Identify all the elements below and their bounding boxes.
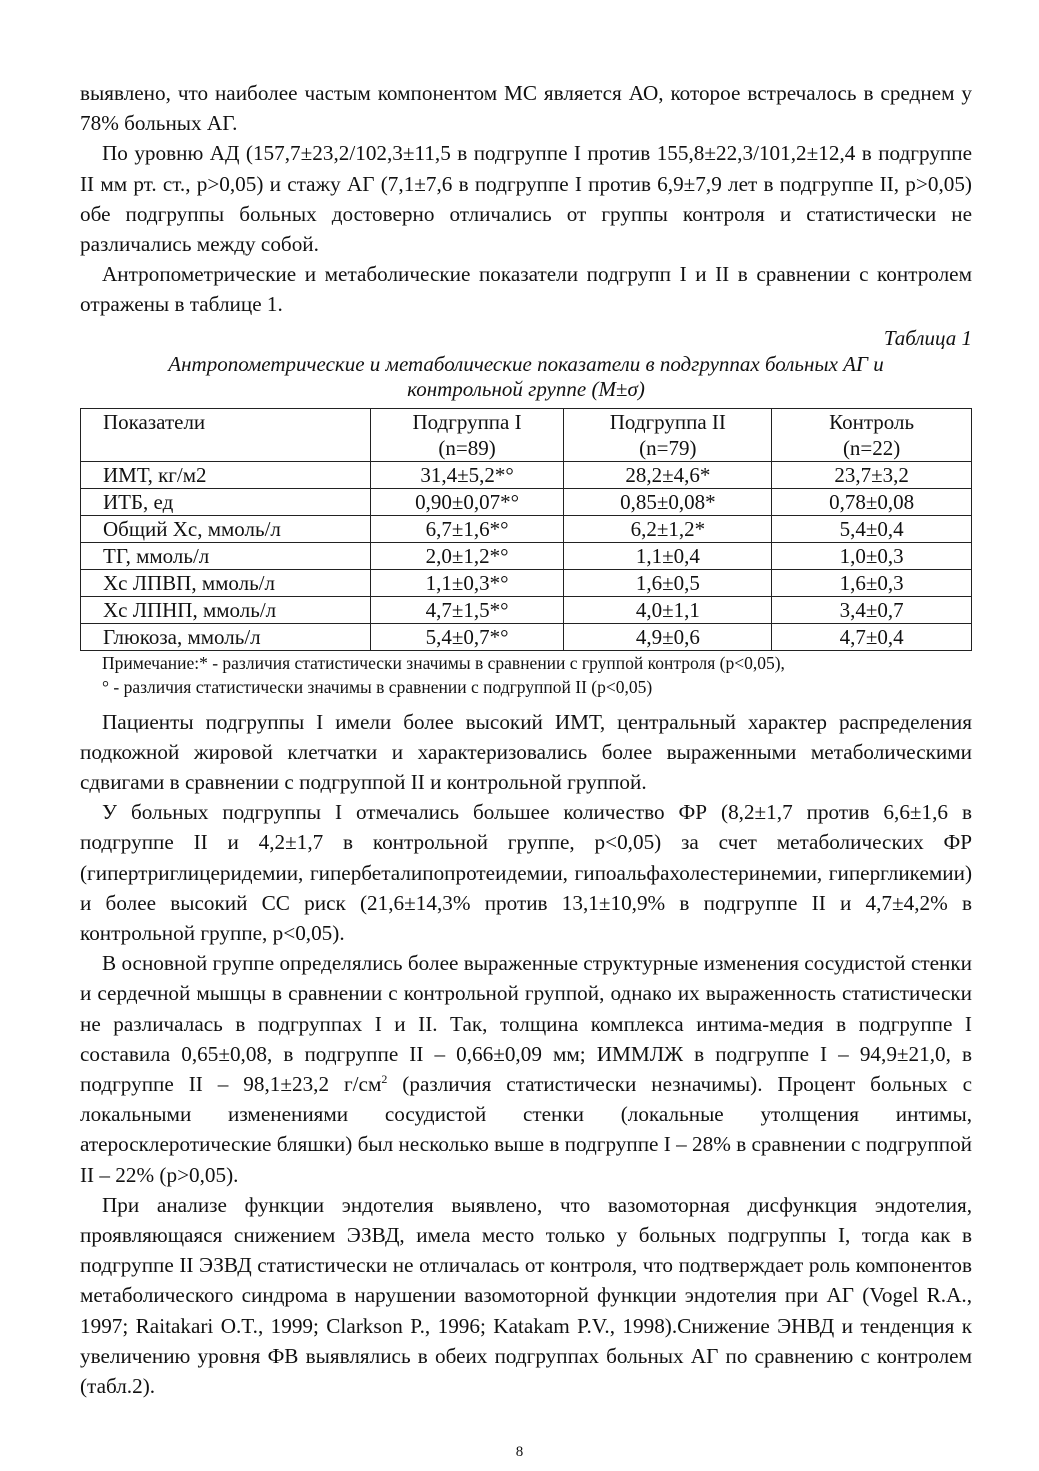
row-value: 6,7±1,6*° bbox=[370, 515, 564, 542]
row-label: Общий Хс, ммоль/л bbox=[81, 515, 371, 542]
header-subgroup-1: Подгруппа I (n=89) bbox=[370, 408, 564, 461]
row-label: Глюкоза, ммоль/л bbox=[81, 623, 371, 650]
row-value: 4,7±1,5*° bbox=[370, 596, 564, 623]
table-row bbox=[81, 569, 972, 596]
superscript: 2 bbox=[381, 1072, 388, 1086]
row-value: 5,4±0,4 bbox=[772, 515, 972, 542]
paragraph-risk-factors: У больных подгруппы I отмечались большее количество ФР (8,2±1,7 против 6,6±1,6 в подгруппе II и 4,2±1,7 в контрольной группе, p<0,05) за счет метаболических ФР (гипертриглицеридемии, гипербеталипопротеидемии, гипоальфахолестеринемии, гипергликемии) и более высокий СС риск (21,6±14,3% против 13,1±10,9% в подгруппе II и 4,7±4,2% в контрольной группе, p<0,05). bbox=[80, 800, 972, 946]
row-label: ТГ, ммоль/л bbox=[81, 542, 371, 569]
row-label: ИМТ, кг/м2 bbox=[81, 461, 371, 488]
table-note-1: Примечание:* - различия статистически значимы в сравнении с группой контроля (p<0,05), bbox=[102, 652, 785, 673]
row-value: 3,4±0,7 bbox=[772, 596, 972, 623]
table-row bbox=[81, 623, 972, 650]
structural-text-2: (различия статистически незначимы). Процент больных с локальными изменениями сосудистой стенки (локальные утолщения интимы, атеросклеротические бляшки) был несколько выше в подгруппе I – 28% в сравнении с подгруппой II – 22% (p>0,05). bbox=[80, 1072, 972, 1187]
paragraph-endothelium: При анализе функции эндотелия выявлено, что вазомоторная дисфункция эндотелия, проявляющаяся снижением ЭЗВД, имела место только у больных подгруппы I, тогда как в подгруппе II ЭЗВД статистически не отличалась от контроля, что подтверждает роль компонентов метаболического синдрома в нарушении вазомоторной функции эндотелия при АГ (Vogel R.A., 1997; Raitakari O.T., 1999; Clarkson P., 1996; Katakam P.V., 1998).Снижение ЭНВД и тенденция к увеличению уровня ФВ выявлялись в обеих подгруппах больных АГ по сравнению с контролем (табл.2). bbox=[80, 1192, 972, 1399]
row-value: 1,1±0,4 bbox=[564, 542, 772, 569]
header-indicators: Показатели bbox=[81, 408, 371, 461]
row-value: 1,1±0,3*° bbox=[370, 569, 564, 596]
page-body bbox=[80, 78, 972, 1401]
row-value: 0,85±0,08* bbox=[564, 488, 772, 515]
row-value: 6,2±1,2* bbox=[564, 515, 772, 542]
row-value: 1,6±0,3 bbox=[772, 569, 972, 596]
paragraph-bmi: Пациенты подгруппы I имели более высокий ИМТ, центральный характер распределения подкожной жировой клетчатки и характеризовались более выраженными метаболическими сдвигами в сравнении с подгруппой II и контрольной группой. bbox=[80, 709, 972, 795]
table-caption: Таблица 1 bbox=[883, 325, 972, 350]
row-value: 4,7±0,4 bbox=[772, 623, 972, 650]
header-control: Контроль (n=22) bbox=[772, 408, 972, 461]
table-title-line1: Антропометрические и метаболические показатели в подгруппах больных АГ и bbox=[168, 351, 884, 376]
row-value: 1,6±0,5 bbox=[564, 569, 772, 596]
row-label: ИТБ, ед bbox=[81, 488, 371, 515]
row-value: 28,2±4,6* bbox=[564, 461, 772, 488]
paragraph-intro: выявлено, что наиболее частым компонентом МС является АО, которое встречалось в среднем у 78% больных АГ. bbox=[80, 81, 972, 136]
row-value: 0,90±0,07*° bbox=[370, 488, 564, 515]
page-number: 8 bbox=[515, 1444, 524, 1460]
row-value: 0,78±0,08 bbox=[772, 488, 972, 515]
table-note-2: ° - различия статистически значимы в сравнении с подгруппой II (p<0,05) bbox=[102, 676, 653, 697]
row-value: 2,0±1,2*° bbox=[370, 542, 564, 569]
table-row bbox=[81, 515, 972, 542]
paragraph-blood-pressure: По уровню АД (157,7±23,2/102,3±11,5 в подгруппе I против 155,8±22,3/101,2±12,4 в подгруппе II мм рт. ст., p>0,05) и стажу АГ (7,1±7,6 в подгруппе I против 6,9±7,9 лет в подгруппе II, p>0,05) обе подгруппы больных достоверно отличались от группы контроля и статистически не различались между собой. bbox=[80, 141, 972, 257]
table-row bbox=[81, 542, 972, 569]
table-row bbox=[81, 596, 972, 623]
row-value: 23,7±3,2 bbox=[772, 461, 972, 488]
row-value: 4,0±1,1 bbox=[564, 596, 772, 623]
row-value: 1,0±0,3 bbox=[772, 542, 972, 569]
row-label: Хс ЛПВП, ммоль/л bbox=[81, 569, 371, 596]
structural-text-1: В основной группе определялись более выраженные структурные изменения сосудистой стенки и сердечной мышцы в сравнении с контрольной группой, однако их выраженность статистически не различалась в подгруппах I и II. Так, толщина комплекса интима-медия в подгруппе I составила 0,65±0,08, в подгруппе II – 0,66±0,09 мм; ИММЛЖ в подгруппе I – 94,9±21,0, в подгруппе II – 98,1±23,2 г/см bbox=[80, 951, 972, 1097]
paragraph-structural-changes bbox=[80, 948, 972, 1190]
row-value: 5,4±0,7*° bbox=[370, 623, 564, 650]
results-table bbox=[80, 408, 972, 651]
table-header-row bbox=[81, 408, 972, 461]
row-value: 31,4±5,2*° bbox=[370, 461, 564, 488]
paragraph-table-reference: Антропометрические и метаболические показатели подгрупп I и II в сравнении с контролем отражены в таблице 1. bbox=[80, 262, 972, 317]
table-row bbox=[81, 488, 972, 515]
header-subgroup-2: Подгруппа II (n=79) bbox=[564, 408, 772, 461]
table-row bbox=[81, 461, 972, 488]
row-label: Хс ЛПНП, ммоль/л bbox=[81, 596, 371, 623]
table-title-line2: контрольной группе (М±σ) bbox=[407, 376, 645, 401]
row-value: 4,9±0,6 bbox=[564, 623, 772, 650]
